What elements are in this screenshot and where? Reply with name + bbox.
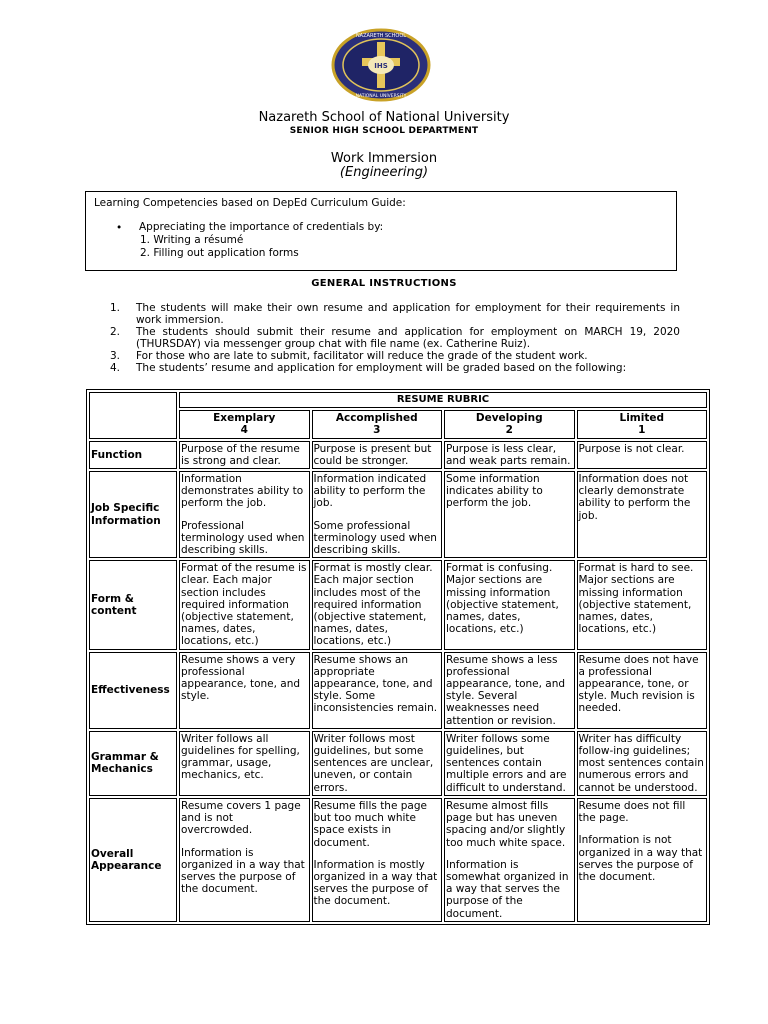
rubric-cell-text: Resume shows an appropriate appearance, tone, and style. Some inconsistencies remain.	[313, 653, 438, 715]
rubric-cell-text: Purpose is present but could be stronger.	[313, 442, 432, 467]
instruction-number: 3.	[110, 350, 121, 362]
rubric-row	[89, 652, 707, 729]
rubric-cell	[577, 441, 708, 469]
rubric-corner-cell	[89, 392, 177, 439]
resume-rubric-table	[86, 389, 710, 925]
rubric-cell-text: Resume almost fills page but has uneven spacing and/or slightly too much white space.	[446, 799, 566, 849]
instruction-text: The students should submit their resume and application for employment on MARCH 19, 2020 (THURSDAY) via messenger group chat with file name (ex. Catherine Ruiz).	[136, 326, 680, 350]
document-title: Work Immersion	[330, 151, 438, 166]
rubric-cell	[312, 441, 443, 469]
rubric-cell	[444, 560, 575, 649]
document-subtitle: (Engineering)	[339, 165, 429, 180]
competency-line: 1. Writing a résumé	[140, 234, 244, 246]
rubric-cell-text: Information demonstrates ability to perform the job.	[181, 473, 304, 510]
rubric-cell-text: Resume covers 1 page and is not overcrowded.	[181, 799, 301, 837]
rubric-cell	[444, 731, 575, 796]
rubric-criterion-label: Job Specific Information	[89, 471, 177, 558]
level-score: 3	[373, 424, 381, 437]
rubric-cell-text: Professional terminology used when describing skills.	[181, 519, 305, 557]
competencies-heading: Learning Competencies based on DepEd Curriculum Guide:	[94, 197, 406, 209]
instruction-item	[110, 302, 680, 326]
rubric-cell	[179, 471, 310, 558]
rubric-criterion-label: Grammar & Mechanics	[89, 731, 177, 796]
instruction-item	[110, 350, 680, 362]
instruction-text: For those who are late to submit, facilitator will reduce the grade of the student work.	[136, 350, 588, 362]
rubric-cell-text: Information is organized in a way that serves the purpose of the document.	[181, 846, 305, 896]
rubric-cell	[179, 441, 310, 469]
rubric-cell	[312, 731, 443, 796]
rubric-cell	[444, 652, 575, 729]
rubric-level-header	[312, 410, 443, 438]
svg-text:NATIONAL UNIVERSITY: NATIONAL UNIVERSITY	[355, 94, 407, 99]
rubric-cell-text: Writer follows all guidelines for spelling, grammar, usage, mechanics, etc.	[181, 732, 300, 782]
rubric-level-header-row	[89, 410, 707, 438]
svg-text:IHS: IHS	[374, 62, 388, 70]
rubric-row	[89, 731, 707, 796]
rubric-cell-text: Information is not organized in a way that serves the purpose of the document.	[578, 834, 703, 883]
rubric-cell-text: Format is confusing. Major sections are missing information (objective statement, names, dates, locations, etc.)	[446, 562, 559, 636]
general-instructions-heading: GENERAL INSTRUCTIONS	[311, 278, 457, 289]
school-seal-logo	[330, 28, 432, 102]
rubric-criterion-label: Effectiveness	[89, 652, 177, 729]
rubric-cell	[312, 798, 443, 922]
instruction-number: 4.	[110, 362, 121, 374]
rubric-row	[89, 471, 707, 558]
instruction-number: 1.	[110, 302, 121, 314]
rubric-cell	[312, 652, 443, 729]
level-name: Accomplished	[335, 412, 418, 425]
rubric-cell-text: Information is mostly organized in a way that serves the purpose of the document.	[313, 858, 438, 908]
rubric-cell-text: Purpose of the resume is strong and clear.	[181, 442, 300, 467]
instruction-text: The students’ resume and application for employment will be graded based on the following:	[136, 362, 627, 374]
school-name: Nazareth School of National University	[258, 110, 510, 125]
level-score: 2	[505, 424, 513, 437]
instruction-item	[110, 362, 680, 374]
rubric-cell	[577, 471, 708, 558]
level-score: 4	[240, 424, 248, 437]
instruction-number: 2.	[110, 326, 121, 338]
level-name: Developing	[475, 412, 543, 425]
rubric-cell-text: Format is hard to see. Major sections are missing information (objective statement, names, dates, locations, etc.)	[578, 562, 694, 636]
rubric-cell	[577, 798, 708, 922]
rubric-cell-text: Format is mostly clear. Each major section includes most of the required information (objective statement, names, dates, locations, etc.)	[313, 562, 433, 648]
rubric-cell-text: Some professional terminology used when describing skills.	[313, 519, 437, 557]
rubric-cell	[577, 731, 708, 796]
instruction-text: The students will make their own resume and application for employment for their requirements in work immersion.	[136, 302, 680, 326]
instructions-list	[110, 302, 680, 374]
instruction-item	[110, 326, 680, 350]
rubric-cell	[577, 652, 708, 729]
rubric-cell	[577, 560, 708, 649]
rubric-row	[89, 441, 707, 469]
rubric-cell	[179, 652, 310, 729]
rubric-cell	[444, 471, 575, 558]
rubric-cell-text: Writer follows most guidelines, but some sentences are unclear, uneven, or contain errors.	[313, 732, 434, 794]
level-name: Exemplary	[213, 412, 276, 425]
rubric-cell-text: Information does not clearly demonstrate ability to perform the job.	[578, 473, 691, 522]
rubric-cell-text: Purpose is less clear, and weak parts remain.	[446, 442, 571, 467]
rubric-cell-text: Information is somewhat organized in a way that serves the purpose of the document.	[446, 858, 569, 920]
rubric-level-header	[577, 410, 708, 438]
learning-competencies-box	[85, 191, 677, 271]
rubric-cell	[312, 560, 443, 649]
rubric-cell-text: Resume shows a less professional appearance, tone, and style. Several weaknesses need attention or revision.	[446, 653, 566, 727]
rubric-cell-text: Resume fills the page but too much white space exists in document.	[313, 799, 427, 849]
rubric-level-header	[179, 410, 310, 438]
rubric-criterion-label: Overall Appearance	[89, 798, 177, 922]
rubric-cell-text: Writer follows some guidelines, but sentences contain multiple errors and are difficult to understand.	[446, 732, 567, 794]
rubric-cell	[444, 798, 575, 922]
rubric-cell	[444, 441, 575, 469]
rubric-row	[89, 798, 707, 922]
rubric-cell-text: Writer has difficulty follow-ing guidelines; most sentences contain numerous errors and cannot be understood.	[578, 732, 704, 794]
rubric-cell	[179, 798, 310, 922]
rubric-cell	[312, 471, 443, 558]
rubric-body	[89, 392, 707, 922]
competencies-list	[139, 221, 383, 260]
level-name: Limited	[619, 412, 664, 425]
competency-line: Appreciating the importance of credentials by:	[139, 221, 384, 233]
level-score: 1	[638, 424, 646, 437]
rubric-cell-text: Resume does not have a professional appearance, tone, or style. Much revision is needed.	[578, 653, 699, 715]
rubric-title-row	[89, 392, 707, 408]
rubric-criterion-label: Function	[89, 441, 177, 469]
rubric-row	[89, 560, 707, 649]
rubric-cell	[179, 560, 310, 649]
department-name: SENIOR HIGH SCHOOL DEPARTMENT	[289, 126, 479, 136]
rubric-criterion-label: Form & content	[89, 560, 177, 649]
rubric-cell-text: Purpose is not clear.	[578, 442, 685, 455]
rubric-cell	[179, 731, 310, 796]
rubric-cell-text: Format of the resume is clear. Each major section includes required information (objective statement, names, dates, locations, etc.)	[181, 562, 307, 648]
rubric-cell-text: Some information indicates ability to perform the job.	[446, 473, 543, 510]
rubric-cell-text: Information indicated ability to perform the job.	[313, 473, 427, 510]
competency-line: 2. Filling out application forms	[140, 247, 299, 259]
bullet-icon: •	[116, 222, 123, 234]
rubric-cell-text: Resume does not fill the page.	[578, 799, 686, 825]
svg-text:NAZARETH SCHOOL: NAZARETH SCHOOL	[355, 33, 407, 39]
rubric-level-header	[444, 410, 575, 438]
rubric-cell-text: Resume shows a very professional appearance, tone, and style.	[181, 653, 301, 703]
rubric-title: RESUME RUBRIC	[179, 392, 707, 408]
